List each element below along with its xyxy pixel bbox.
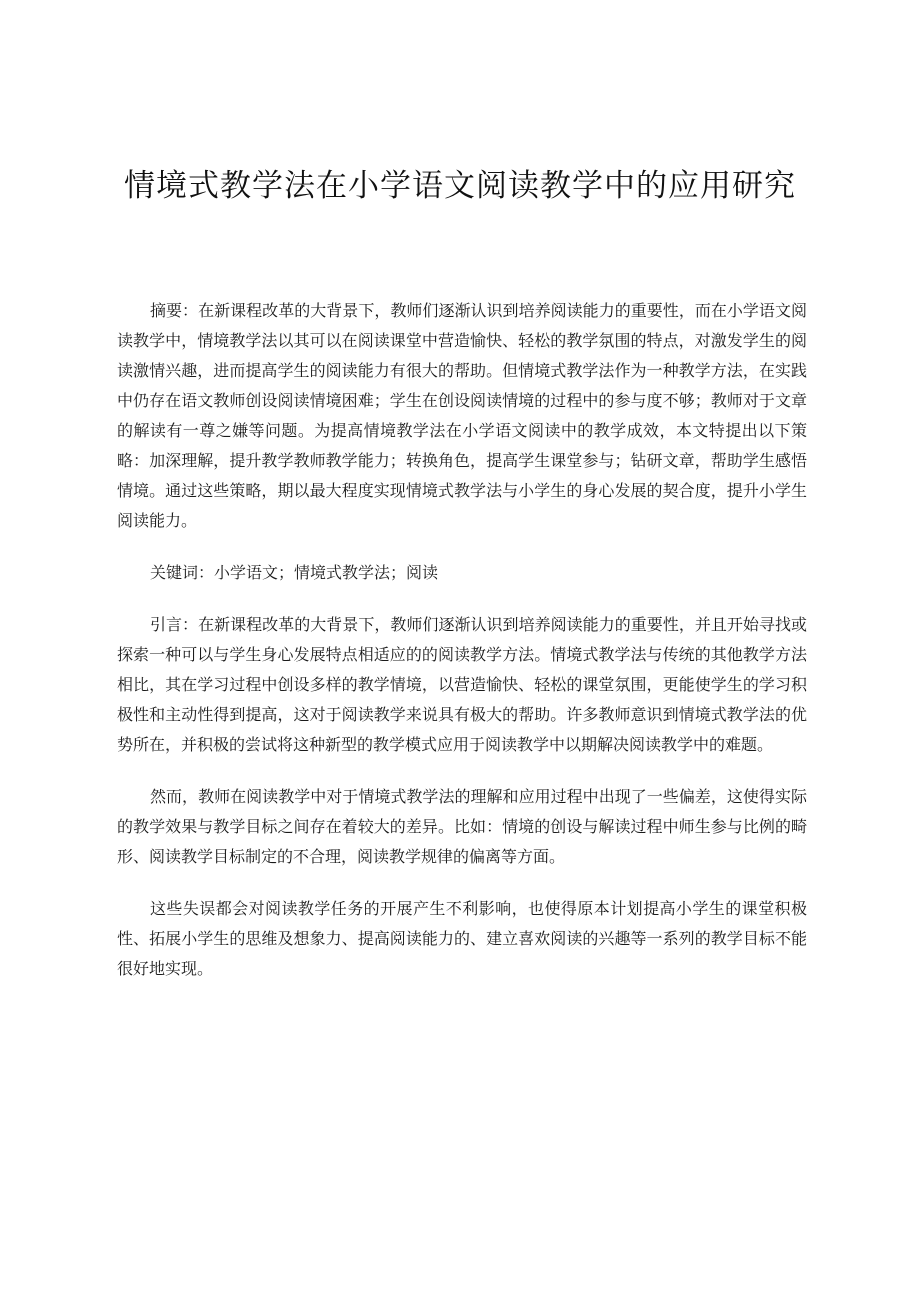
document-title: 情境式教学法在小学语文阅读教学中的应用研究: [124, 168, 796, 204]
body-paragraph: 然而，教师在阅读教学中对于情境式教学法的理解和应用过程中出现了一些偏差，这使得实际的教学效果与教学目标之间存在着较大的差异。比如：情境的创设与解读过程中师生参与比例的畸形、阅读教学目标制定的不合理，阅读教学规律的偏离等方面。: [117, 787, 807, 866]
introduction-paragraph: 引言：在新课程改革的大背景下，教师们逐渐认识到培养阅读能力的重要性，并且开始寻找或探索一种可以与学生身心发展特点相适应的的阅读教学方法。情境式教学法与传统的其他教学方法相比，其在学习过程中创设多样的教学情境，以营造愉快、轻松的课堂氛围，更能使学生的学习积极性和主动性得到提高，这对于阅读教学来说具有极大的帮助。许多教师意识到情境式教学法的优势所在，并积极的尝试将这种新型的教学模式应用于阅读教学中以期解决阅读教学中的难题。: [117, 615, 807, 754]
body-paragraph: 这些失误都会对阅读教学任务的开展产生不利影响，也使得原本计划提高小学生的课堂积极性、拓展小学生的思维及想象力、提高阅读能力的、建立喜欢阅读的兴趣等一系列的教学目标不能很好地实现。: [117, 899, 807, 978]
abstract-paragraph: 摘要：在新课程改革的大背景下，教师们逐渐认识到培养阅读能力的重要性，而在小学语文阅读教学中，情境教学法以其可以在阅读课堂中营造愉快、轻松的教学氛围的特点，对激发学生的阅读激情兴趣，进而提高学生的阅读能力有很大的帮助。但情境式教学法作为一种教学方法，在实践中仍存在语文教师创设阅读情境困难；学生在创设阅读情境的过程中的参与度不够；教师对于文章的解读有一尊之嫌等问题。为提高情境教学法在小学语文阅读中的教学成效，本文特提出以下策略：加深理解，提升教学教师教学能力；转换角色，提高学生课堂参与；钻研文章，帮助学生感悟情境。通过这些策略，期以最大程度实现情境式教学法与小学生的身心发展的契合度，提升小学生阅读能力。: [117, 301, 807, 530]
document-body: [117, 296, 807, 1006]
keywords-paragraph: 关键词：小学语文；情境式教学法；阅读: [150, 563, 439, 582]
